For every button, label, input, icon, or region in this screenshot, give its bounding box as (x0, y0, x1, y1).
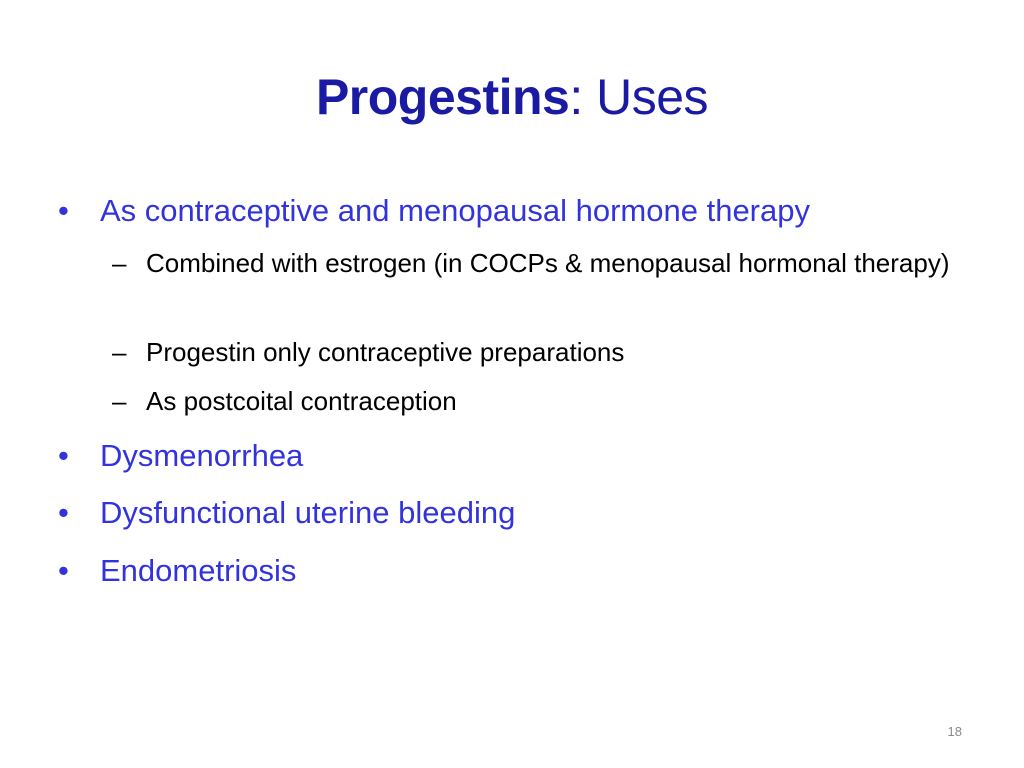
sub-bullet-marker: – (112, 337, 127, 367)
sub-bullet-marker: – (112, 386, 127, 416)
sub-bullet-marker: – (112, 248, 127, 278)
bullet-text: Dysfunctional uterine bleeding (100, 495, 516, 530)
bullet-marker: • (58, 553, 69, 588)
sub-bullet-text: As postcoital contraception (146, 386, 457, 416)
title-bold-text: Progestins (315, 69, 570, 125)
page-number: 18 (947, 724, 962, 739)
sub-bullet-text: Progestin only contraceptive preparations (146, 337, 625, 367)
sub-bullet-text: Combined with estrogen (in COCPs & menopausal hormonal therapy) (146, 248, 950, 278)
bullet-text: Endometriosis (100, 553, 297, 588)
bullet-text: Dysmenorrhea (100, 438, 304, 473)
bullet-marker: • (58, 495, 69, 530)
bullet-marker: • (58, 438, 69, 473)
bullet-text: As contraceptive and menopausal hormone therapy (100, 193, 810, 228)
bullet-marker: • (58, 193, 69, 228)
title-rest-text: : Uses (569, 69, 709, 125)
